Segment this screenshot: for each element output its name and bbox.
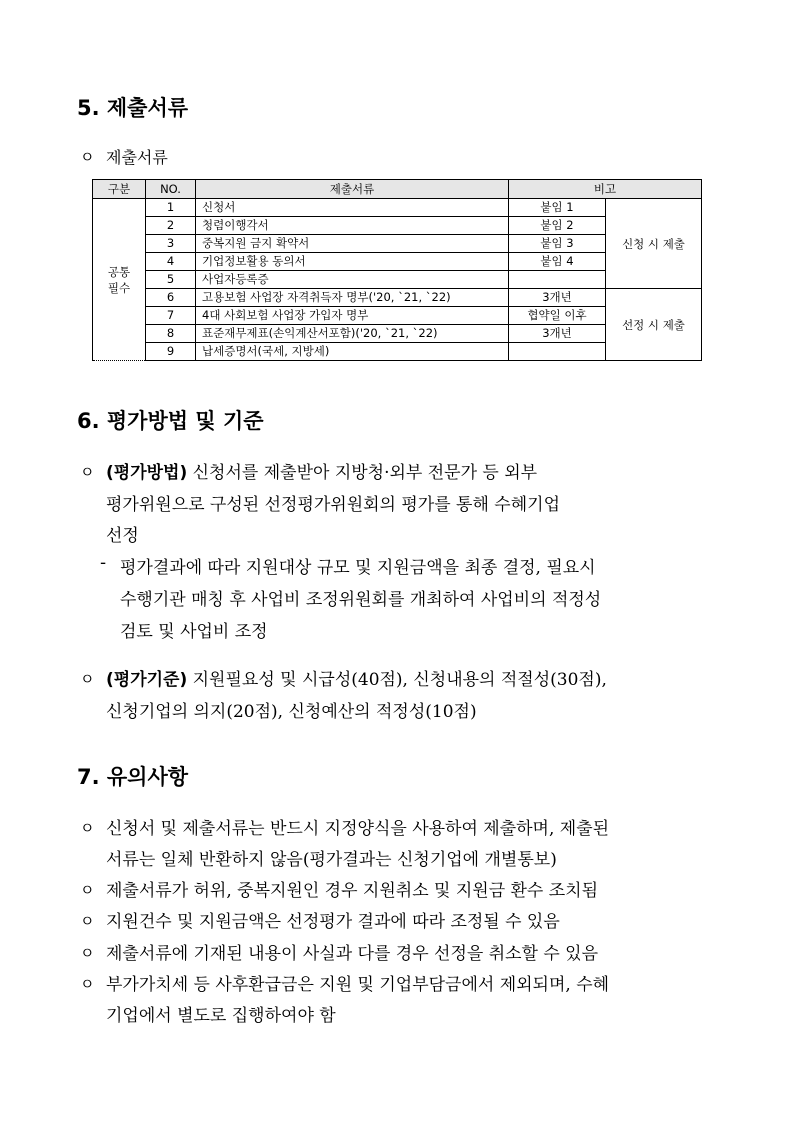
- row-document: 기업정보활용 동의서: [196, 253, 509, 271]
- section-5-heading: 5. 제출서류: [77, 96, 189, 120]
- sub-line-1: 평가결과에 따라 지원대상 규모 및 지원금액을 최종 결정, 필요시: [120, 558, 596, 578]
- row-note: [509, 343, 606, 361]
- method-text-1: 신청서를 제출받아 지방청·외부 전문가 등 외부: [187, 463, 538, 483]
- row-note: 붙임 3: [509, 235, 606, 253]
- method-line-2: 평가위원으로 구성된 선정평가위원회의 평가를 통해 수혜기업: [106, 495, 560, 515]
- notice-item-2: 제출서류가 허위, 중복지원인 경우 지원취소 및 지원금 환수 조치됨: [106, 881, 599, 901]
- table-row: [93, 199, 702, 217]
- notice-item-3: 지원건수 및 지원금액은 선정평가 결과에 따라 조정될 수 있음: [106, 912, 560, 932]
- row-no: 6: [146, 289, 196, 307]
- row-document: 4대 사회보험 사업장 가입자 명부: [196, 307, 509, 325]
- bullet-mark: ㅇ: [80, 148, 95, 166]
- remark-apply-cell: 신청 시 제출: [606, 199, 702, 289]
- section-7-heading: 7. 유의사항: [77, 765, 189, 789]
- bullet-mark: ㅇ: [80, 670, 95, 688]
- row-no: 9: [146, 343, 196, 361]
- submission-docs-label: 제출서류: [106, 148, 168, 167]
- row-note: 협약일 이후: [509, 307, 606, 325]
- row-document: 청렴이행각서: [196, 217, 509, 235]
- header-document: 제출서류: [196, 180, 509, 199]
- notice-item-5-cont: 기업에서 별도로 집행하여야 함: [106, 1006, 336, 1026]
- criteria-line-1: [106, 665, 607, 690]
- submission-docs-table: [92, 179, 702, 361]
- notice-item-4: 제출서류에 기재된 내용이 사실과 다를 경우 선정을 취소할 수 있음: [106, 944, 599, 964]
- header-remarks: 비고: [509, 180, 702, 199]
- criteria-text-1: 지원필요성 및 시급성(40점), 신청내용의 적절성(30점),: [187, 670, 607, 690]
- group-label-cell: [93, 199, 146, 361]
- row-note: [509, 271, 606, 289]
- notice-item-1: 신청서 및 제출서류는 반드시 지정양식을 사용하여 제출하며, 제출된: [106, 819, 610, 839]
- row-document: 납세증명서(국세, 지방세): [196, 343, 509, 361]
- row-no: 1: [146, 199, 196, 217]
- row-note: 3개년: [509, 289, 606, 307]
- row-note: 붙임 1: [509, 199, 606, 217]
- criteria-label: (평가기준): [106, 670, 188, 690]
- row-note: 3개년: [509, 325, 606, 343]
- sub-line-3: 검토 및 사업비 조정: [120, 622, 268, 642]
- bullet-mark: ㅇ: [80, 463, 95, 481]
- table-header-row: [93, 180, 702, 199]
- bullet-mark: ㅇ: [80, 881, 95, 899]
- row-document: 중복지원 금지 확약서: [196, 235, 509, 253]
- criteria-line-2: 신청기업의 의지(20점), 신청예산의 적정성(10점): [106, 702, 477, 722]
- notice-item-1-cont: 서류는 일체 반환하지 않음(평가결과는 신청기업에 개별통보): [106, 850, 557, 870]
- row-no: 4: [146, 253, 196, 271]
- row-document: 신청서: [196, 199, 509, 217]
- row-document: 고용보험 사업장 자격취득자 명부('20, `21, `22): [196, 289, 509, 307]
- method-line-1: [106, 458, 537, 483]
- row-note: 붙임 2: [509, 217, 606, 235]
- bullet-mark: ㅇ: [80, 912, 95, 930]
- notice-item-5: 부가가치세 등 사후환급금은 지원 및 기업부담금에서 제외되며, 수혜: [106, 975, 610, 995]
- header-no: NO.: [146, 180, 196, 199]
- bullet-mark: ㅇ: [80, 819, 95, 837]
- method-line-3: 선정: [106, 526, 139, 546]
- bullet-mark: ㅇ: [80, 975, 95, 993]
- method-label: (평가방법): [106, 463, 188, 483]
- group-label-line2: 필수: [107, 280, 131, 295]
- section-6-heading: 6. 평가방법 및 기준: [77, 409, 264, 433]
- row-document: 사업자등록증: [196, 271, 509, 289]
- remark-select-cell: 선정 시 제출: [606, 289, 702, 361]
- row-document: 표준재무제표(손익계산서포함)('20, `21, `22): [196, 325, 509, 343]
- header-category: 구분: [93, 180, 146, 199]
- table-row: [93, 289, 702, 307]
- row-no: 5: [146, 271, 196, 289]
- group-label-line1: 공통: [107, 264, 131, 279]
- dash-mark: -: [100, 553, 107, 573]
- row-no: 8: [146, 325, 196, 343]
- row-no: 2: [146, 217, 196, 235]
- sub-line-2: 수행기관 매칭 후 사업비 조정위원회를 개최하여 사업비의 적정성: [120, 590, 602, 610]
- row-note: 붙임 4: [509, 253, 606, 271]
- bullet-mark: ㅇ: [80, 944, 95, 962]
- row-no: 3: [146, 235, 196, 253]
- row-no: 7: [146, 307, 196, 325]
